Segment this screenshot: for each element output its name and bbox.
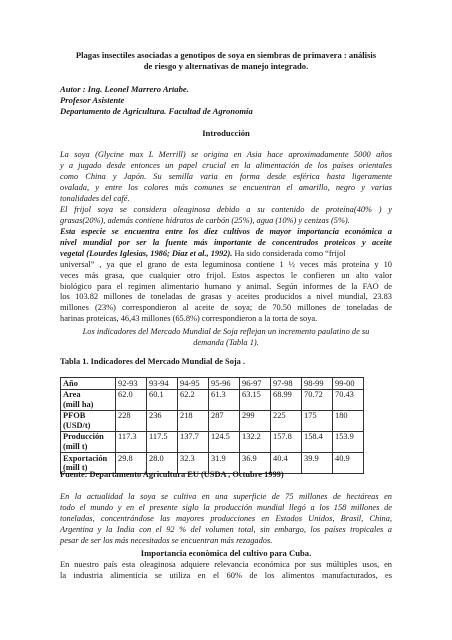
table-cell: 228 xyxy=(116,410,147,431)
paragraph-line: Los indicadores del Mercado Mundial de Soja reflejan un incremento paulatino de su xyxy=(82,327,370,336)
paragraph-line: universal” , ya que el grano de esta leguminosa contiene 1 ½ veces más proteína y 10 xyxy=(60,259,392,269)
paragraph-importance xyxy=(60,227,392,325)
paragraph-line: como China y Japón. Su semilla varia en forma desde esférica hasta ligeramente xyxy=(60,171,392,181)
table-source: Fuente: Departamento Agricultura EU (USDA , Octubre 1999) xyxy=(60,470,284,479)
title-line: Plagas insectiles asociadas a genotipos de soya en siembras de primavera : análisis xyxy=(75,50,377,60)
table-cell: 29.8 xyxy=(116,453,147,474)
table-row xyxy=(61,431,364,452)
table-cell: 28.0 xyxy=(147,453,178,474)
intro-heading: Introducción xyxy=(202,128,250,138)
paragraph-line xyxy=(60,249,392,260)
cuba-heading: Importancia econòmica del cultivo para Cuba. xyxy=(140,548,312,558)
table-cell: 180 xyxy=(333,410,364,431)
row-label-main: Exportación xyxy=(63,453,108,463)
paragraph-line: ovalada, y entre los colores más comunes se encuentran el amarillo, negro y varias xyxy=(60,182,392,192)
table-cell: 299 xyxy=(240,410,271,431)
table-cell: 218 xyxy=(178,410,209,431)
paragraph-line: millones (23%) correspondieron al aceite de soya; de 70.50 millones de toneladas de xyxy=(60,303,392,313)
table-header-cell: 99-00 xyxy=(333,378,364,390)
paragraph-line: veces más grasa, que cualquier otro frijol. Estos aspectos le confieren un alto valor xyxy=(60,270,392,280)
paragraph-origin xyxy=(60,150,392,205)
paragraph-line: El frijol soya se considera oleaginosa debido a su contenido de proteína(40% ) y xyxy=(60,205,392,214)
paragraph-line: todo el mundo y en el presente siglo la producción mundial llegó a los 158 millones de xyxy=(60,502,392,512)
row-label-main: Area xyxy=(63,390,81,400)
paragraph-line: la industria alimenticia se utiliza en el 60% de los alimentos manufacturados, es xyxy=(60,570,392,580)
table-cell: 32.3 xyxy=(178,453,209,474)
paragraph-line: biológico para el regimen alimentario humano y animal. Según informes de la FAO de xyxy=(60,281,392,291)
row-label-unit: (mill ha) xyxy=(63,399,94,409)
table-caption: Tabla 1. Indicadores del Mercado Mundial de Soja . xyxy=(60,357,246,366)
table-cell: 31.9 xyxy=(209,453,240,474)
table-cell: 60.1 xyxy=(147,389,178,410)
paragraph-line: demanda (Tabla 1). xyxy=(193,337,259,347)
paragraph-line: y a jugado desde entonces un papel crucial en la alimentación de los países orientales xyxy=(60,160,392,170)
paragraph-line: tonalidades del café. xyxy=(60,193,130,203)
table-cell: 175 xyxy=(302,410,333,431)
paragraph-line: Argentina y la India con el 92 % del volumen total, sin embargo, los países tropicales a xyxy=(60,524,392,534)
table-cell: 40.9 xyxy=(333,453,364,474)
table-header-cell: 94-95 xyxy=(178,378,209,390)
table-cell: 117.5 xyxy=(147,431,178,452)
table-header-cell: Año xyxy=(61,378,116,390)
paragraph-line: pesar de ser los más necesitados se encuentran más rezagados. xyxy=(60,535,273,545)
table-cell: 70.72 xyxy=(302,389,333,410)
table-row xyxy=(61,410,364,431)
paragraph-composition xyxy=(60,205,392,227)
table-cell: 124.5 xyxy=(209,431,240,452)
table-cell: 39.9 xyxy=(302,453,333,474)
row-label-unit: (mill t) xyxy=(63,442,88,452)
table-cell: 157.8 xyxy=(271,431,302,452)
row-label-main: PFOB xyxy=(63,411,86,421)
paragraph-line: los 103.82 millones de toneladas de grasas y aceites producidos a nivel mundial, 23.83 xyxy=(60,292,392,302)
table-header-cell: 95-96 xyxy=(209,378,240,390)
document-title xyxy=(60,50,392,72)
paragraph-line: Esta especie se encuentra entre los diez cultivos de mayor importancia económica a xyxy=(60,227,392,236)
table-header-cell: 98-99 xyxy=(302,378,333,390)
author-block xyxy=(60,84,392,117)
table-cell: 36.9 xyxy=(240,453,271,474)
table-cell: 225 xyxy=(271,410,302,431)
author-name: Autor : Ing. Leonel Marrero Artabe. xyxy=(60,84,189,94)
table-cell: 61.3 xyxy=(209,389,240,410)
table-cell: 62.2 xyxy=(178,389,209,410)
table-cell: 236 xyxy=(147,410,178,431)
paragraph-text: Ha sido considerada como “frijol xyxy=(232,248,346,258)
paragraph-line: harinas proteicas, 46,43 millones (65.8%) correspondieron a la torta de soya. xyxy=(60,314,318,324)
citation-text: vegetal (Lourdes Iglesias, 1986; Díaz et al., 1992). xyxy=(60,248,233,258)
row-label-unit: (USD/t) xyxy=(63,420,91,430)
paragraph-line: La soya (Glycine max L Merrill) se origina en Asia hace aproximadamente 5000 años xyxy=(60,150,392,159)
table-cell: 63.15 xyxy=(240,389,271,410)
title-line: de riesgo y alternativas de manejo integrado. xyxy=(143,61,309,71)
table-header-cell: 96-97 xyxy=(240,378,271,390)
table-cell: 132.2 xyxy=(240,431,271,452)
table-cell: 117.3 xyxy=(116,431,147,452)
paragraph-market xyxy=(60,327,392,349)
table-cell: 40.4 xyxy=(271,453,302,474)
paragraph-world-production xyxy=(60,492,392,547)
row-label-main: Producción xyxy=(63,432,104,442)
paragraph-line: grasas(20%), además contiene hidratos de carbón (25%), agua (10%) y cenizas (5%). xyxy=(60,215,350,225)
table-row xyxy=(61,389,364,410)
table-cell: 68.99 xyxy=(271,389,302,410)
table-cell: 287 xyxy=(209,410,240,431)
table-row-label xyxy=(61,410,116,431)
table-cell: 70.43 xyxy=(333,389,364,410)
table-row-label xyxy=(61,389,116,410)
paragraph-line: En la actualidad la soya se cultiva en una superficie de 75 millones de hectáreas en xyxy=(60,492,392,501)
paragraph-line: nivel mundial por ser la fuente más importante de concentrados proteicos y aceite xyxy=(60,237,392,247)
table-cell: 137.7 xyxy=(178,431,209,452)
author-position: Profesor Asistente xyxy=(60,95,125,105)
table-header-row xyxy=(61,378,364,390)
author-department: Departamento de Agricultura. Facultad de Agronomía xyxy=(60,106,253,116)
table-header-cell: 93-94 xyxy=(147,378,178,390)
table-cell: 62.0 xyxy=(116,389,147,410)
paragraph-line: En nuestro país esta oleaginosa adquiere relevancia económica por sus múltiples usos, en xyxy=(60,560,392,569)
market-indicators-table xyxy=(60,377,364,474)
paragraph-line: toneladas, concentrándose las mayores producciones en Estados Unidos, Brasil, China, xyxy=(60,513,392,523)
paragraph-cuba xyxy=(60,560,392,582)
table-cell: 158.4 xyxy=(302,431,333,452)
table-cell: 153.9 xyxy=(333,431,364,452)
table-header-cell: 97-98 xyxy=(271,378,302,390)
table-row-label xyxy=(61,431,116,452)
row-label-unit: (mill t) xyxy=(63,463,88,473)
table-header-cell: 92-93 xyxy=(116,378,147,390)
